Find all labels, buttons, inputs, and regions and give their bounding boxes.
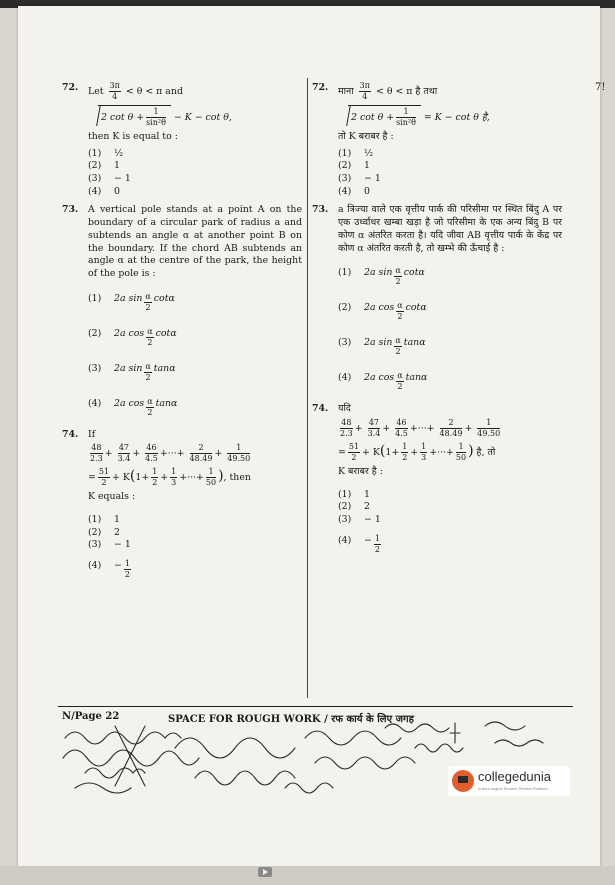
square-root-expression: 2 cot θ + $\frac{1}{\text{sin²θ}}$ — [348, 105, 421, 127]
question-text: a त्रिज्या वाले एक वृत्तीय पार्क की परिसीमा पर स्थित बिंदु A पर एक उर्ध्वाधर खम्बा खड़ा है जो परिसीमा के एक अन्य बिंदु B पर कोण α अंतरित करता है। यदि जीवा AB वृत्तीय पार्क के केंद्र पर कोण α अंतरित करती है, तो खम्भे की ऊँचाई है : — [338, 204, 562, 254]
right-column — [312, 82, 562, 554]
equation-expression: = $\frac{51}{2}$ + K(1+ $\frac{1}{2}$ + $\frac{1}{3}$ +···+ $\frac{1}{50}$ ) है, तो — [338, 441, 496, 462]
logo-tagline: India's largest Student Review Platform — [478, 786, 548, 791]
question-74-hi — [312, 403, 562, 553]
question-73-hi — [312, 204, 562, 391]
page-margin-mark: 7! — [595, 82, 606, 93]
option-1: (1) ½ — [338, 147, 374, 159]
option-3: (3) 2a sin $\frac{\alpha}{2}$ tanα — [88, 361, 176, 382]
option-3: (3) − 1 — [88, 539, 131, 551]
equation-rhs: = K − cot θ है, — [423, 112, 490, 123]
question-stem: then K is equal to : — [88, 131, 178, 142]
option-1: (1) 1 — [88, 513, 120, 525]
question-text: < θ < π and — [125, 86, 183, 97]
option-1: (1) 2a sin $\frac{\alpha}{2}$ cotα — [88, 291, 175, 312]
option-1: (1) 1 — [338, 488, 370, 500]
question-number: 73. — [312, 204, 329, 216]
option-1: (1) 2a sin $\frac{\alpha}{2}$ cotα — [338, 266, 425, 287]
question-stem: तो K बराबर है : — [338, 131, 394, 142]
question-number: 72. — [312, 82, 329, 93]
question-number: 74. — [312, 403, 329, 415]
square-root-expression: 2 cot θ + $\frac{1}{\text{sin²θ}}$ — [98, 105, 171, 127]
question-number: 73. — [62, 204, 79, 216]
equation-expression: = $\frac{51}{2}$ + K(1+ $\frac{1}{2}$ + $\frac{1}{3}$ +···+ $\frac{1}{50}$ ), then — [88, 467, 251, 488]
viewer-bottom-bar — [0, 866, 615, 885]
option-2: (2) 1 — [88, 160, 120, 172]
option-4: (4) − $\frac{1}{2}$ — [338, 533, 380, 554]
question-text: Let — [88, 86, 104, 97]
fraction: $\frac{3\pi}{4}$ — [109, 81, 120, 101]
option-3: (3) − 1 — [338, 173, 381, 185]
option-3: (3) − 1 — [338, 513, 381, 525]
question-number: 74. — [62, 428, 79, 440]
left-column — [62, 82, 302, 579]
option-4: (4) 0 — [88, 185, 120, 197]
question-74-en — [62, 429, 302, 579]
series-expression: $\frac{48}{2.3}$ + $\frac{47}{3.4}$ + $\frac{46}{4.5}$ +···+ $\frac{2}{48.49}$ + $\frac{1}{49.50}$ — [340, 417, 501, 438]
next-page-icon[interactable] — [258, 867, 272, 877]
option-2: (2) 1 — [338, 160, 370, 172]
collegedunia-watermark — [448, 766, 570, 796]
question-text: < θ < π है तथा — [376, 86, 438, 97]
graduation-cap-icon — [452, 770, 474, 792]
rough-work-label: SPACE FOR ROUGH WORK / रफ कार्य के लिए जगह — [168, 714, 414, 725]
option-2: (2) 2a cos $\frac{\alpha}{2}$ cotα — [338, 301, 427, 322]
question-number: 72. — [62, 82, 79, 93]
option-4: (4) 2a cos $\frac{\alpha}{2}$ tanα — [88, 396, 178, 417]
question-stem: K बराबर है : — [338, 465, 383, 477]
option-2: (2) 2 — [88, 526, 120, 538]
page-number: N/Page 22 — [62, 711, 120, 722]
question-72-hi: 72. माना $\frac{3\pi}{4}$ < θ < π है तथा 2 cot θ + $\frac{1}{\text{sin²θ}}$ = K − cot θ है, तो K बराबर है : (1) ½ (2) 1 (3) − 1 (4) 0 — [312, 82, 562, 198]
option-1: (1) ½ — [88, 147, 124, 159]
option-4: (4) 0 — [338, 185, 370, 197]
series-expression: $\frac{48}{2.3}$ + $\frac{47}{3.4}$ + $\frac{46}{4.5}$ +···+ $\frac{2}{48.49}$ + $\frac{1}{49.50}$ — [90, 443, 251, 464]
column-divider — [307, 78, 308, 698]
equation-rhs: − K − cot θ, — [173, 112, 232, 123]
question-72-en — [62, 82, 302, 198]
option-3: (3) 2a sin $\frac{\alpha}{2}$ tanα — [338, 336, 426, 357]
option-2: (2) 2 — [338, 501, 370, 513]
question-text: यदि — [338, 403, 351, 415]
question-text: A vertical pole stands at a point A on the boundary of a circular park of radius a and subtends an angle α at another point B on the boundary. If the chord AB subtends an angle α at the centre of the park, the height of the pole is : — [88, 204, 302, 279]
question-73-en — [62, 204, 302, 416]
question-stem: K equals : — [88, 491, 136, 503]
option-3: (3) − 1 — [88, 173, 131, 185]
footer-rule — [58, 706, 573, 707]
option-2: (2) 2a cos $\frac{\alpha}{2}$ cotα — [88, 326, 177, 347]
option-4: (4) − $\frac{1}{2}$ — [88, 559, 130, 579]
question-text: If — [88, 428, 96, 440]
question-text: माना — [338, 86, 354, 97]
option-4: (4) 2a cos $\frac{\alpha}{2}$ tanα — [338, 371, 428, 392]
logo-name: collegedunia — [478, 769, 552, 784]
